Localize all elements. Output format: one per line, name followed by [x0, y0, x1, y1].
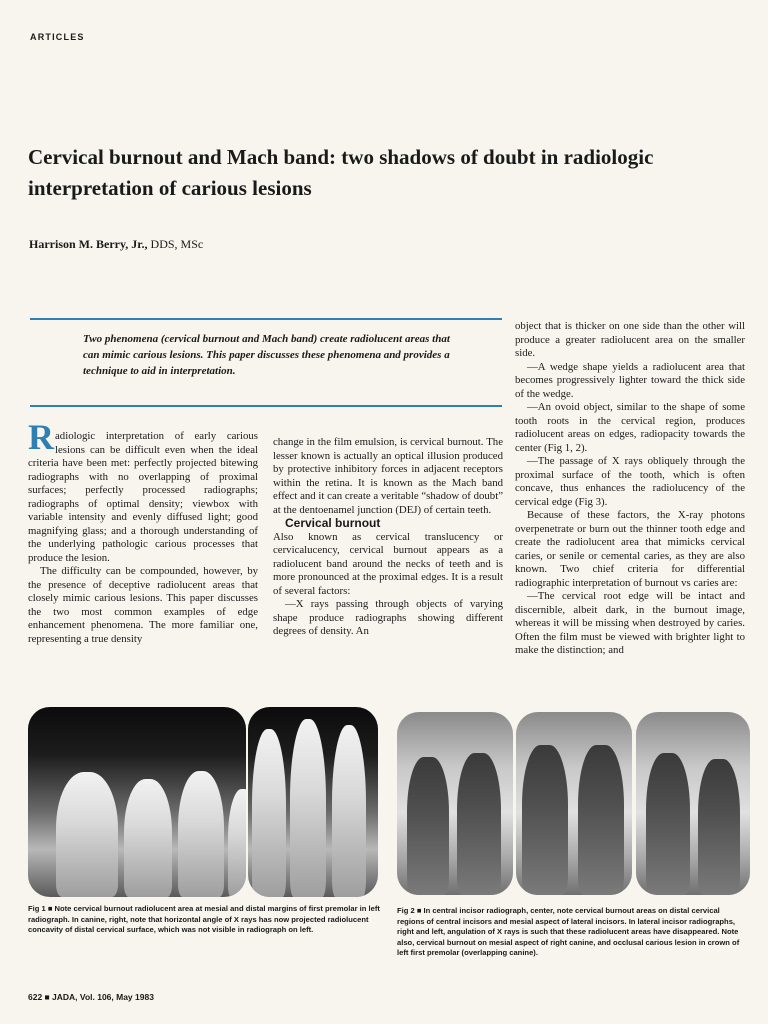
radiograph-tooth — [332, 725, 366, 897]
body-column-2 — [273, 436, 503, 639]
figure-1-caption-text: Note cervical burnout radiolucent area at mesial and distal margins of first premolar in left radiograph. In canine, right, note that horizontal angle of X rays has now projected radiolucent concavity of distal cervical surface, which was not visible in radiograph on left. — [28, 904, 380, 934]
paragraph: —The passage of X rays obliquely through the proximal surface of the tooth, which is often concave, thus enhances the radiolucency of the cervical edge (Fig 3). — [515, 455, 745, 508]
radiograph-tooth — [457, 753, 501, 895]
radiograph-tooth — [578, 745, 624, 895]
paragraph: Because of these factors, the X-ray photons overpenetrate or burn out the thinner tooth edge and create the radiolucent area that mimicks cervical caries, or senile or cemental caries, as they are also known. Two chief criteria for differential radiographic interpretation of burnout vs caries are: — [515, 509, 745, 589]
paragraph: The difficulty can be compounded, however, by the presence of deceptive radiolucent areas that closely mimic carious lesions. This paper discusses the two most common examples of edge enhancement phenomena. The more familiar one, representing a true density — [28, 565, 258, 645]
paragraph: —A wedge shape yields a radiolucent area that becomes progressively lighter toward the thick side of the wedge. — [515, 360, 745, 400]
article-title: Cervical burnout and Mach band: two shadows of doubt in radiologic interpretation of carious lesions — [28, 145, 654, 200]
radiograph-tooth — [124, 779, 172, 897]
radiograph-tooth — [407, 757, 449, 895]
abstract-top-rule — [30, 318, 502, 320]
paragraph: Also known as cervical translucency or cervicalucency, cervical burnout appears as a radiolucent band around the necks of teeth and is more pronounced at the proximal edges. It is a result of several factors: — [273, 530, 503, 597]
radiograph-tooth — [56, 772, 118, 897]
section-label: ARTICLES — [30, 32, 85, 42]
radiograph-tooth — [522, 745, 568, 895]
figure-2-label: Fig 2 ■ — [397, 906, 422, 915]
paragraph: —The cervical root edge will be intact and discernible, albeit dark, in the burnout image, whereas it will be missing when destroyed by caries. Often the film must be viewed with brighter light to make the distinction; and — [515, 590, 745, 656]
figure-2-radiograph-center — [516, 712, 632, 895]
body-column-3 — [515, 320, 745, 658]
author-degrees: DDS, MSc — [147, 237, 204, 251]
abstract-bottom-rule — [30, 405, 502, 407]
paragraph — [28, 417, 258, 565]
paragraph-text: adiologic interpretation of early carious lesions can be difficult even when the ideal criteria have been met: perfectly projected bitewing radiographs with no overlapping of proximal surfaces; perfectly processed radiographs; radiographs of optimal density; viewbox with variable intensity and evenly diffused light; good magnifying glass; and a thorough understanding of the underlying pathologic carious processes that produce the lesion. — [28, 430, 258, 564]
figure-1-caption — [28, 904, 380, 936]
subheading: Cervical burnout — [285, 516, 381, 530]
paragraph: object that is thicker on one side than the other will produce a greater radiolucent area on the smaller side. — [515, 320, 745, 359]
figure-1-radiograph-right — [248, 707, 378, 897]
figure-1-radiograph-left — [28, 707, 246, 897]
radiograph-tooth — [178, 771, 224, 897]
radiograph-tooth — [228, 789, 246, 897]
radiograph-tooth — [646, 753, 690, 895]
figure-2-caption-text: In central incisor radiograph, center, note cervical burnout areas on distal cervical regions of central incisors and mesial aspect of lateral incisors. In lateral incisor radiographs, right and left, angulation of X rays is such that these radiolucent areas have disappeared. Note also, cervical burnout on mesial aspect of right canine, and occlusal carious lesion in crown of left first premolar (overlapping canine). — [397, 906, 740, 957]
byline — [29, 237, 203, 252]
drop-cap: R — [28, 417, 54, 457]
paragraph: change in the film emulsion, is cervical burnout. The lesser known is actually an optical illusion produced by protective inhibitory forces in adjacent receptors within the retina. It is known as the Mach band effect and it can create a veritable “shadow of doubt” at the dentoenamel junction (DEJ) of certain teeth. — [273, 436, 503, 516]
figure-1-label: Fig 1 ■ — [28, 904, 53, 913]
body-column-1 — [28, 417, 258, 646]
radiograph-tooth — [290, 719, 326, 897]
page-footer: 622 ■ JADA, Vol. 106, May 1983 — [28, 992, 154, 1002]
figure-2-radiograph-left — [397, 712, 513, 895]
radiograph-tooth — [252, 729, 286, 897]
author-name: Harrison M. Berry, Jr., — [29, 237, 148, 251]
radiograph-tooth — [698, 759, 740, 895]
figure-2-caption — [397, 906, 749, 959]
paragraph: —An ovoid object, similar to the shape of some tooth roots in the cervical region, produces radiolucent areas on edges, radiopacity towards the center (Fig 1, 2). — [515, 401, 745, 454]
paragraph: —X rays passing through objects of varying shape produce radiographs showing different degrees of density. An — [273, 598, 503, 637]
figure-2-radiograph-right — [636, 712, 750, 895]
abstract: Two phenomena (cervical burnout and Mach band) create radiolucent areas that can mimic carious lesions. This paper discusses these phenomena and provides a technique to aid in interpretation. — [83, 333, 450, 377]
